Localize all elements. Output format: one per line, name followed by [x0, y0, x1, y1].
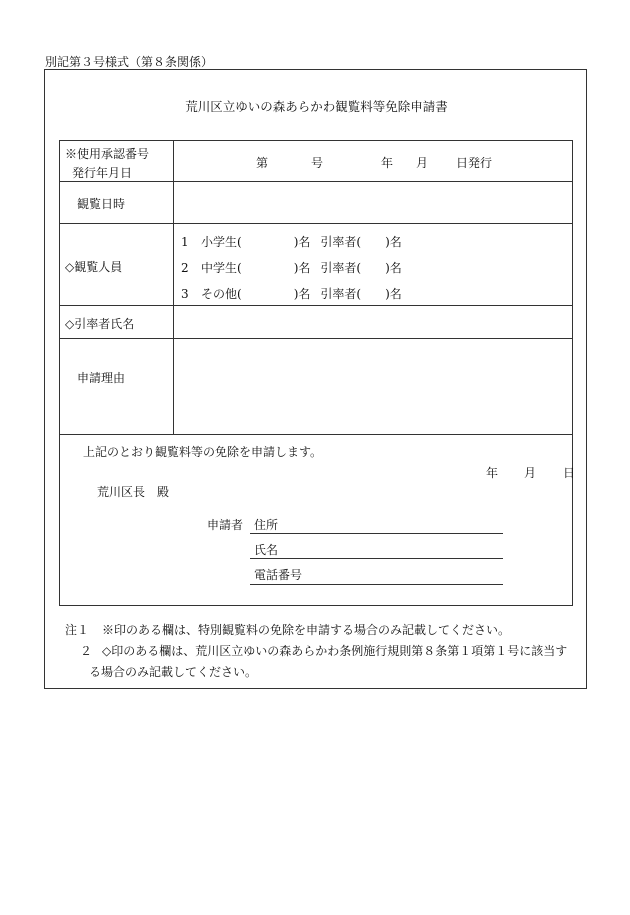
date-year: 年: [486, 466, 499, 480]
leader-mei-label: )名: [385, 287, 402, 301]
notes-prefix: 注１: [65, 623, 90, 637]
approval-dai: 第: [256, 156, 269, 170]
name-line[interactable]: [250, 558, 503, 559]
note-2-line1: ◇印のある欄は、荒川区立ゆいの森あらかわ条例施行規則第８条第１項第１号に該当す: [102, 644, 568, 658]
form-title: 荒川区立ゆいの森あらかわ観覧料等免除申請書: [185, 99, 448, 114]
addressee: 荒川区長 殿: [97, 485, 170, 499]
approval-month: 月: [416, 156, 429, 170]
leader-mei-label: )名: [385, 235, 402, 249]
reason-label: 申請理由: [77, 371, 126, 385]
viewing-datetime-field[interactable]: [174, 182, 572, 222]
mei-label: )名: [293, 235, 311, 249]
date-month: 月: [524, 466, 537, 480]
note-1: ※印のある欄は、特別観覧料の免除を申請する場合のみ記載してください。: [102, 623, 511, 637]
row-number: 2: [181, 261, 189, 275]
leader-label: 引率者(: [320, 235, 362, 249]
applicant-label: 申請者: [207, 518, 244, 532]
note-2-line2: る場合のみ記載してください。: [89, 665, 258, 679]
leader-label: 引率者(: [320, 287, 362, 301]
visitor-row-other: [181, 285, 402, 302]
visitor-row-elementary: [181, 233, 402, 250]
row-number: 3: [181, 287, 189, 301]
note-2-number: ２: [80, 644, 93, 658]
form-frame: [44, 69, 587, 689]
application-table: [59, 140, 576, 606]
date-day: 日: [563, 466, 576, 480]
form-number-label: 別記第３号様式（第８条関係）: [45, 55, 214, 69]
mei-label: )名: [293, 261, 311, 275]
leader-label: 引率者(: [320, 261, 362, 275]
row-divider: [60, 434, 572, 435]
row-number: 1: [181, 235, 189, 249]
approval-day-issued: 日発行: [456, 156, 493, 170]
leader-mei-label: )名: [385, 261, 402, 275]
mei-label: )名: [293, 287, 311, 301]
issue-date-label: 発行年月日: [72, 166, 133, 180]
address-label: 住所: [254, 518, 279, 532]
category-label: 小学生(: [201, 235, 242, 249]
visitors-label: ◇観覧人員: [65, 260, 123, 274]
approval-year: 年: [381, 156, 394, 170]
approval-number-label: ※使用承認番号: [65, 147, 150, 161]
approval-go: 号: [311, 156, 324, 170]
visitor-row-junior-high: [181, 259, 402, 276]
category-label: 中学生(: [201, 261, 242, 275]
leader-name-label: ◇引率者氏名: [65, 317, 135, 331]
address-line[interactable]: [250, 533, 503, 534]
category-label: その他(: [201, 287, 242, 301]
viewing-datetime-label: 観覧日時: [77, 197, 126, 211]
leader-name-field[interactable]: [174, 306, 572, 337]
row-divider: [60, 223, 572, 224]
phone-line[interactable]: [250, 584, 503, 585]
declaration-text: 上記のとおり観覧料等の免除を申請します。: [83, 445, 323, 459]
phone-label: 電話番号: [254, 568, 303, 582]
name-label: 氏名: [254, 543, 279, 557]
reason-field[interactable]: [174, 339, 572, 433]
